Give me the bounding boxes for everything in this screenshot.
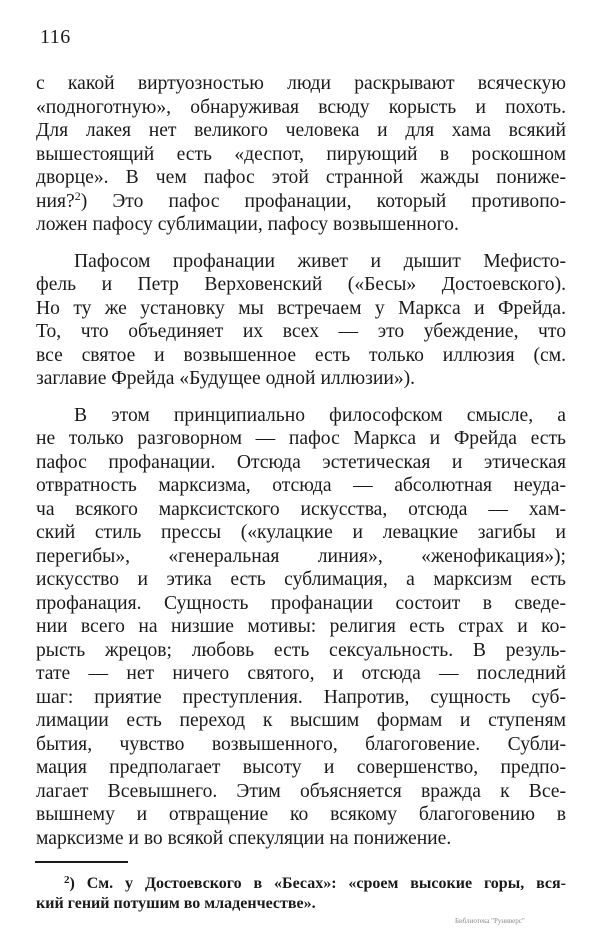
paragraph-spacer — [36, 391, 566, 404]
text-line: лагает Всевышнего. Этим объясняется вражда к Все- — [36, 780, 566, 802]
text-line: нии всего на низшие мотивы: религия есть страх и ко- — [36, 616, 566, 637]
library-watermark: Библиотека "Руниверс" — [455, 917, 525, 925]
text-line: лимации есть переход к высшим формам и ступеням — [36, 710, 566, 731]
text-line: ча всякого марксистского искусства, отсюда — хам- — [36, 498, 566, 520]
text-line-with-footnote-ref: ния?$^2$) Это пафос профанации, который противопо- — [36, 188, 566, 212]
text-line: марксизме и во всякой спекуляции на понижение. — [36, 827, 452, 849]
text-line: шаг: приятие преступления. Напротив, сущность суб- — [36, 686, 566, 708]
page-number: 116 — [40, 26, 71, 48]
text-line: ложен пафосу сублимации, пафосу возвышенного. — [36, 214, 459, 235]
body-text — [36, 72, 566, 850]
text-line: дворце». В чем пафос этой странной жажды пониже- — [36, 167, 566, 188]
text-line: не только разговорном — пафос Маркса и Фрейда есть — [36, 428, 566, 449]
text-line: профанация. Сущность профанации состоит в сведе- — [36, 592, 566, 614]
footnote-separator — [35, 861, 128, 863]
text-line: вышнему и отвращение ко всякому благоговению в — [36, 804, 566, 825]
text-line: перегибы», «генеральная линия», «женофикация»); — [36, 545, 566, 567]
text-line: фель и Петр Верховенский («Бесы» Достоевского). — [36, 274, 566, 295]
text-line: искусство и этика есть сублимация, а марксизм есть — [36, 569, 566, 590]
text-line: То, что объединяет их всех — это убеждение, что — [36, 321, 566, 342]
footnote-line: кий гений потушим во младенчестве». — [36, 895, 316, 912]
footnote-line: $^2$) См. у Достоевского в «Бесах»: «сроем высокие горы, вся- — [64, 874, 567, 892]
text-line: Для лакея нет великого человека и для хама всякий — [36, 120, 566, 141]
paragraph-spacer — [36, 237, 566, 250]
footnote-reference[interactable]: 2 — [74, 188, 81, 203]
text-line: Пафосом профанации живет и дышит Мефисто- — [74, 250, 566, 272]
text-line: отвратность марксизма, отсюда — абсолютная неуда- — [36, 475, 566, 496]
text-line: рысть жрецов; любовь есть сексуальность. В резуль- — [36, 639, 566, 661]
paragraph-3 — [36, 404, 566, 851]
paragraph-1 — [36, 72, 566, 237]
text-line: заглавие Фрейда «Будущее одной иллюзии»). — [36, 368, 416, 389]
text-line: вышестоящий есть «деспот, пирующий в роскошном — [36, 143, 566, 165]
text-line: бытия, чувство возвышенного, благоговение. Субли- — [36, 733, 566, 755]
footnote — [36, 874, 566, 914]
text-line: ский стиль прессы («кулацкие и левацкие загибы и — [36, 522, 566, 543]
text-line: «подноготную», обнаруживая всюду корысть и похоть. — [36, 96, 566, 118]
footnote-marker: 2 — [64, 874, 70, 886]
text-line: тате — нет ничего святого, и отсюда — последний — [36, 663, 566, 684]
paragraph-2 — [36, 250, 566, 391]
text-line: мация предполагает высоту и совершенство, предпо- — [36, 757, 566, 778]
text-line: пафос профанации. Отсюда эстетическая и этическая — [36, 451, 566, 473]
text-line: все святое и возвышенное есть только иллюзия (см. — [36, 344, 566, 366]
text-line: В этом принципиально философском смысле, а — [74, 404, 566, 426]
text-line: с какой виртуозностью люди раскрывают всяческую — [36, 73, 566, 94]
text-line: Но ту же установку мы встречаем у Маркса и Фрейда. — [36, 297, 566, 319]
